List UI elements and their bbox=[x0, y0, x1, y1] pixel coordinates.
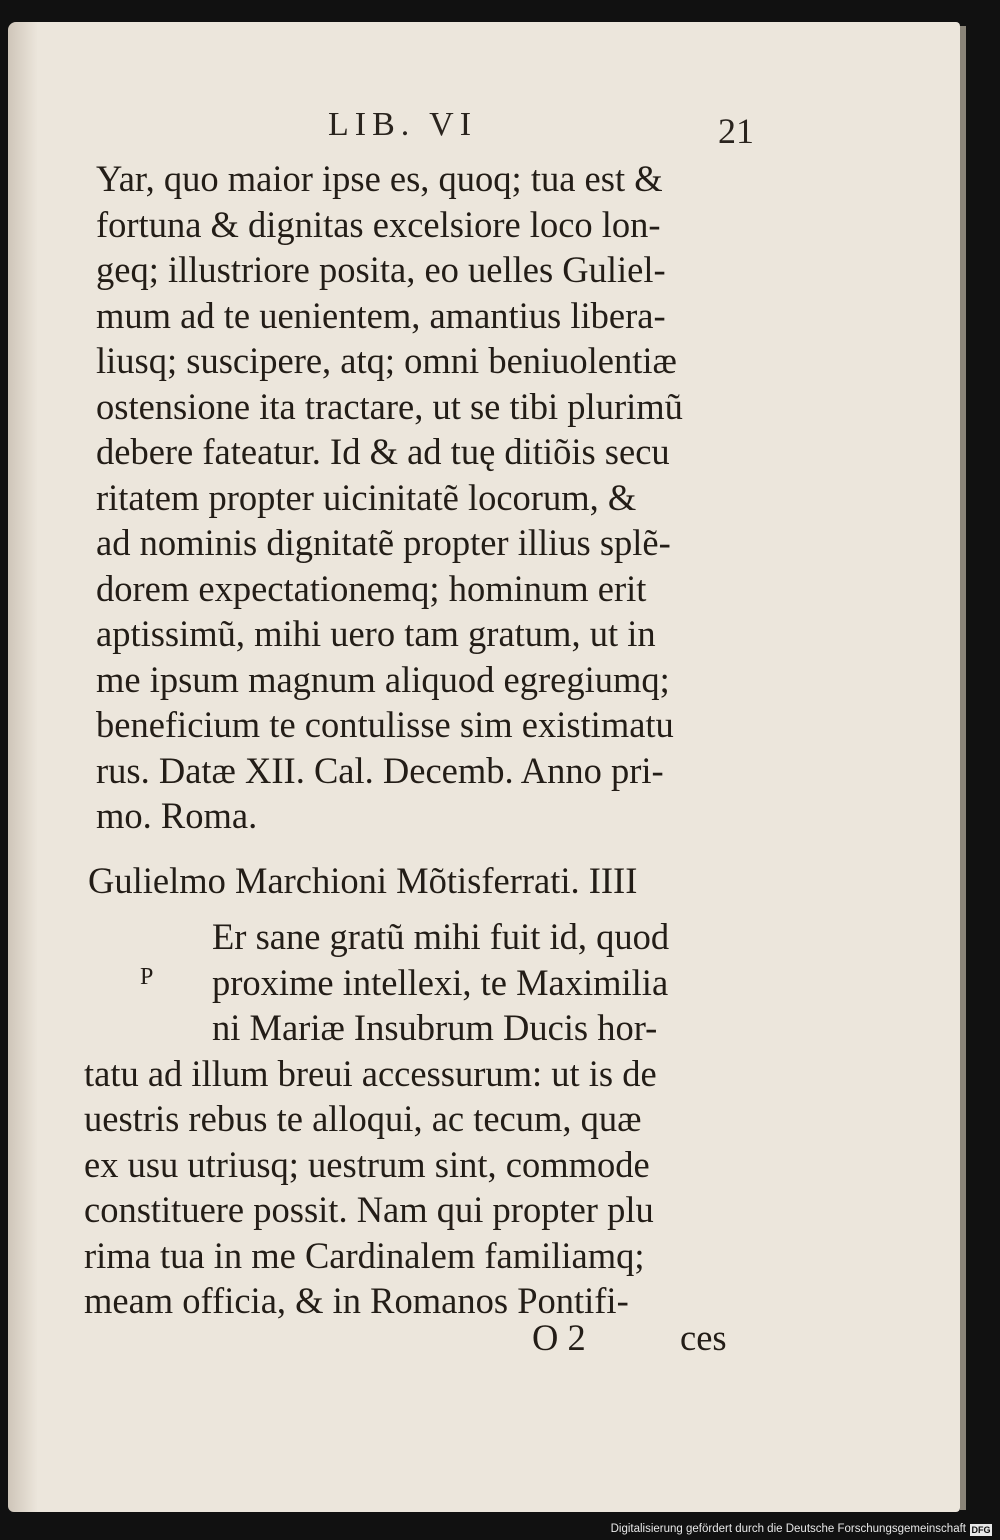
dfg-logo-icon: DFG bbox=[971, 1525, 991, 1535]
text-line: tatu ad illum breui accessurum: ut is de bbox=[84, 1052, 657, 1094]
text-line: fortuna & dignitas excelsiore loco lon- bbox=[96, 203, 661, 245]
text-line: liusq; suscipere, atq; omni beniuolentiæ bbox=[96, 340, 677, 381]
text-line: ad nominis dignitatẽ propter illius splẽ- bbox=[96, 522, 671, 563]
text-line: constituere possit. Nam qui propter plu bbox=[84, 1189, 654, 1230]
text-line: ritatem propter uicinitatẽ locorum, & bbox=[96, 476, 637, 518]
text-line: aptissimũ, mihi uero tam gratum, ut in bbox=[96, 613, 656, 654]
text-line: Yar, quo maior ipse es, quoq; tua est & bbox=[96, 158, 663, 199]
page-header bbox=[0, 106, 1000, 152]
text-line: debere fateatur. Id & ad tuę ditiõis secu bbox=[96, 431, 670, 472]
text-line: ostensione ita tractare, ut se tibi plurimũ bbox=[96, 385, 683, 427]
text-line: ni Mariæ Insubrum Ducis hor- bbox=[212, 1007, 658, 1048]
text-line: proxime intellexi, te Maximilia bbox=[212, 961, 669, 1003]
text-line: Er sane gratũ mihi fuit id, quod bbox=[212, 916, 670, 957]
text-line: mum ad te uenientem, amantius libera- bbox=[96, 294, 666, 336]
page-edge bbox=[960, 26, 966, 1510]
running-head: LIB. VI bbox=[328, 106, 478, 143]
digitization-footer bbox=[0, 1520, 1000, 1540]
spine-shadow bbox=[8, 22, 38, 1512]
text-line: geq; illustriore posita, eo uelles Guliel- bbox=[96, 249, 666, 290]
text-line: dorem expectationemq; hominum erit bbox=[96, 567, 647, 609]
text-line: rima tua in me Cardinalem familiamq; bbox=[84, 1234, 645, 1276]
text-line: rus. Datæ XII. Cal. Decemb. Anno pri- bbox=[96, 749, 664, 791]
text-line: beneficium te contulisse sim existimatu bbox=[96, 704, 674, 745]
catchword: ces bbox=[680, 1317, 727, 1358]
letter-heading: Gulielmo Marchioni Mõtisferrati. IIII bbox=[88, 860, 638, 901]
text-line: meam officia, & in Romanos Pontifi- bbox=[84, 1280, 629, 1321]
text-line: me ipsum magnum aliquod egregiumq; bbox=[96, 658, 670, 700]
letter-two-text bbox=[84, 914, 774, 1324]
footer-credit: Digitalisierung gefördert durch die Deutsche Forschungsgemeinschaft bbox=[610, 1523, 966, 1535]
text-line: mo. Roma. bbox=[96, 795, 258, 836]
text-line: uestris rebus te alloqui, ac tecum, quæ bbox=[84, 1098, 642, 1139]
guide-letter: P bbox=[140, 964, 154, 990]
text-line: ex usu utriusq; uestrum sint, commode bbox=[84, 1143, 650, 1185]
page-number: 21 bbox=[718, 111, 754, 151]
signature-mark: O 2 bbox=[532, 1317, 586, 1358]
letter-one-text bbox=[96, 156, 776, 839]
catchline bbox=[0, 1316, 1000, 1362]
